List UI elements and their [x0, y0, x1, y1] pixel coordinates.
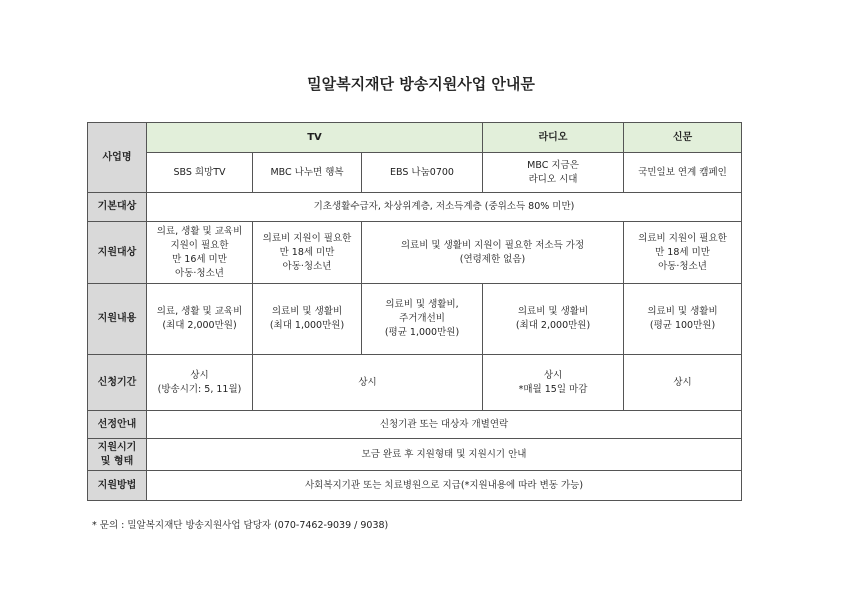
- text-line: (최대 2,000만원): [162, 320, 237, 331]
- text-line: 의료비 및 생활비,: [385, 299, 459, 310]
- support-target-mbc-tv: [253, 222, 362, 284]
- text-line: 및 형태: [100, 455, 134, 467]
- support-content-sbs: [147, 284, 253, 355]
- text-line: 의료비 지원이 필요한: [262, 232, 352, 244]
- application-period-newspaper: 상시: [624, 355, 742, 411]
- program-mbc-tv: MBC 나누면 행복: [253, 153, 362, 193]
- header-timing: [88, 439, 147, 471]
- timing-value: 모금 완료 후 지원형태 및 지원시기 안내: [147, 439, 742, 471]
- method-value: 사회복지기관 또는 치료병원으로 지급(*지원내용에 따라 변동 가능): [147, 471, 742, 501]
- basic-target-value: 기초생활수급자, 차상위계층, 저소득계층 (중위소득 80% 미만): [147, 193, 742, 222]
- header-support-content: 지원내용: [88, 284, 147, 355]
- text-line: 주거개선비: [399, 313, 445, 324]
- text-line: 의료비 및 생활비 지원이 필요한 저소득 가정: [400, 239, 585, 251]
- text-line: (평균 1,000만원): [384, 327, 460, 338]
- group-tv: TV: [147, 123, 483, 153]
- header-application-period: 신청기간: [88, 355, 147, 411]
- program-sbs: SBS 희망TV: [147, 153, 253, 193]
- text-line: (평균 100만원): [649, 320, 716, 331]
- text-line: 만 18세 미만: [655, 246, 710, 258]
- program-newspaper: 국민일보 연계 캠페인: [624, 153, 742, 193]
- text-line: 의료비 및 생활비: [647, 306, 718, 317]
- program-mbc-radio-line: MBC 지금은: [527, 159, 579, 171]
- support-target-ebs-radio: [362, 222, 624, 284]
- header-support-target: 지원대상: [88, 222, 147, 284]
- header-method: 지원방법: [88, 471, 147, 501]
- text-line: 아동·청소년: [175, 267, 224, 279]
- text-line: 의료비 지원이 필요한: [638, 232, 727, 244]
- text-line: 지원이 필요한: [170, 239, 229, 251]
- text-line: 아동·청소년: [282, 260, 332, 272]
- text-line: (연령제한 없음): [459, 253, 526, 265]
- text-line: 상시: [543, 369, 563, 381]
- text-line: 만 18세 미만: [279, 246, 335, 258]
- support-content-mbc-tv: [253, 284, 362, 355]
- program-ebs: EBS 나눔0700: [362, 153, 483, 193]
- support-content-newspaper: [624, 284, 742, 355]
- support-content-radio: [483, 284, 624, 355]
- program-info-table: [87, 122, 742, 501]
- header-selection-notice: 선정안내: [88, 411, 147, 439]
- support-target-newspaper: [624, 222, 742, 284]
- text-line: 의료, 생활 및 교육비: [156, 225, 243, 237]
- text-line: 지원시기: [97, 441, 137, 453]
- text-line: 상시: [190, 369, 209, 381]
- page-title: 밀알복지재단 방송지원사업 안내문: [307, 75, 535, 93]
- program-mbc-radio-line: 라디오 시대: [528, 173, 578, 185]
- text-line: 의료, 생활 및 교육비: [156, 306, 243, 317]
- text-line: (최대 2,000만원): [515, 320, 591, 331]
- header-basic-target: 기본대상: [88, 193, 147, 222]
- application-period-mbc-ebs: 상시: [253, 355, 483, 411]
- selection-notice-value: 신청기관 또는 대상자 개별연락: [147, 411, 742, 439]
- text-line: 의료비 및 생활비: [271, 306, 343, 317]
- support-target-sbs: [147, 222, 253, 284]
- text-line: 만 16세 미만: [172, 253, 227, 265]
- application-period-sbs: [147, 355, 253, 411]
- text-line: 아동·청소년: [658, 260, 707, 272]
- group-newspaper: 신문: [624, 123, 742, 153]
- text-line: 의료비 및 생활비: [517, 306, 589, 317]
- text-line: (방송시기: 5, 11월): [157, 383, 242, 395]
- program-mbc-radio: [483, 153, 624, 193]
- support-content-ebs: [362, 284, 483, 355]
- group-radio: 라디오: [483, 123, 624, 153]
- header-business-name: 사업명: [88, 123, 147, 193]
- contact-footnote: * 문의 : 밀알복지재단 방송지원사업 담당자 (070-7462-9039 / 9038): [92, 520, 389, 531]
- application-period-radio: [483, 355, 624, 411]
- text-line: *매월 15일 마감: [518, 383, 588, 395]
- text-line: (최대 1,000만원): [269, 320, 345, 331]
